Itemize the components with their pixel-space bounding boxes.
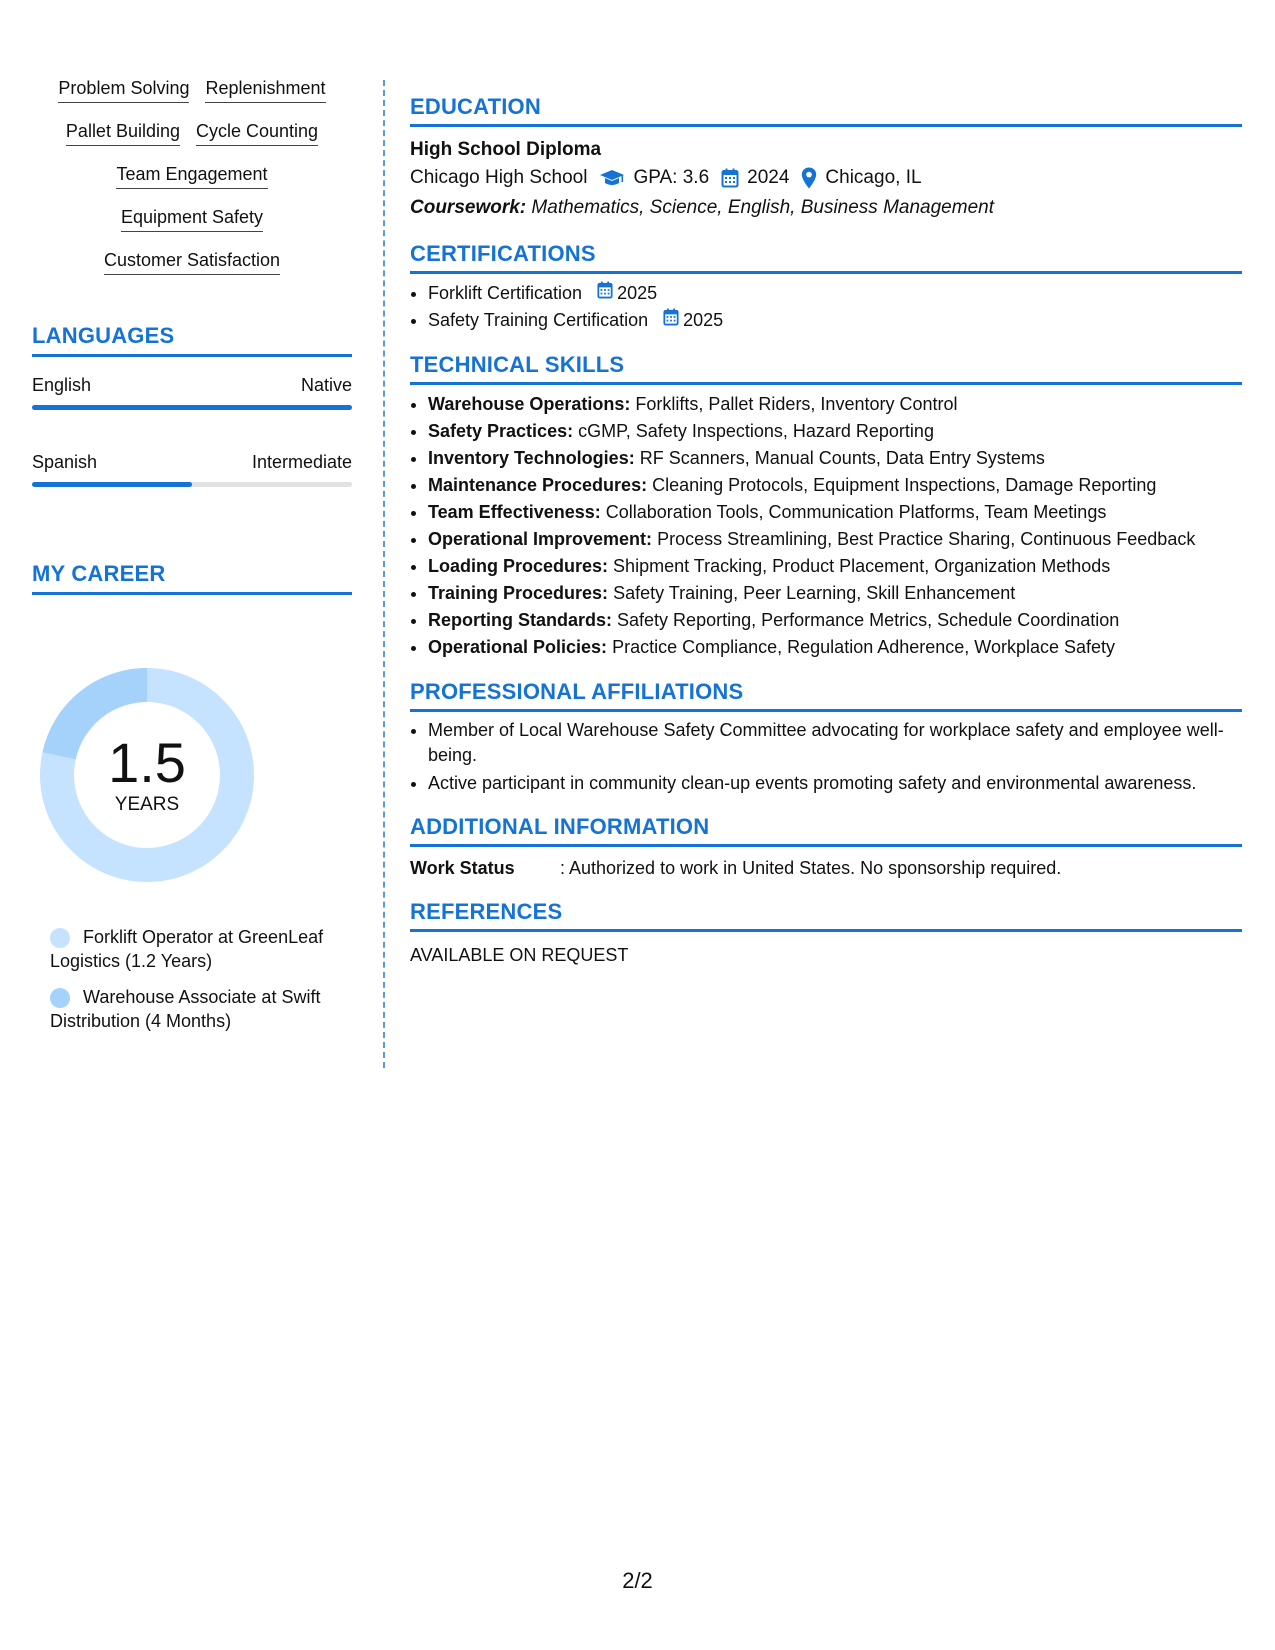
calendar-icon <box>597 280 613 307</box>
skill-tag: Cycle Counting <box>196 119 318 146</box>
work-status-label: Work Status <box>410 858 515 878</box>
career-legend-item <box>50 985 350 1033</box>
affiliation-item: • Member of Local Warehouse Safety Committee advocating for workplace safety and employee well-being. <box>428 718 1242 768</box>
skill-category: Team Effectiveness: <box>428 502 601 522</box>
technical-skill-item <box>428 526 1242 553</box>
certifications-section <box>410 241 1242 334</box>
technical-skill-item <box>428 499 1242 526</box>
references-section <box>410 899 1242 968</box>
technical-skill-item <box>428 553 1242 580</box>
language-item-spanish <box>32 450 352 487</box>
certification-name: Forklift Certification <box>428 283 583 303</box>
skills-list <box>32 76 352 275</box>
education-school: Chicago High School <box>410 167 588 188</box>
donut-center <box>32 660 262 890</box>
skill-category: Loading Procedures: <box>428 556 609 576</box>
skill-category: Training Procedures: <box>428 583 609 603</box>
legend-label: Forklift Operator at GreenLeaf Logistics (1.2 Years) <box>50 927 324 971</box>
technical-skill-item <box>428 391 1242 418</box>
column-divider <box>383 80 385 1068</box>
language-bar-fill <box>32 405 352 410</box>
skill-values: Safety Reporting, Performance Metrics, Schedule Coordination <box>617 610 1120 630</box>
technical-skills-section <box>410 352 1242 661</box>
language-name: English <box>32 375 92 395</box>
language-level: Intermediate <box>251 452 352 472</box>
certification-item <box>428 280 1242 307</box>
graduation-cap-icon <box>599 169 625 187</box>
references-text: AVAILABLE ON REQUEST <box>410 945 629 965</box>
certification-item <box>428 307 1242 334</box>
education-location: Chicago, IL <box>825 167 922 188</box>
legend-dot <box>50 988 70 1008</box>
certification-year: 2025 <box>683 310 724 330</box>
language-level: Native <box>300 375 352 395</box>
education-section <box>410 94 1242 223</box>
skill-values: Safety Training, Peer Learning, Skill Enhancement <box>613 583 1016 603</box>
skill-values: Process Streamlining, Best Practice Sharing, Continuous Feedback <box>657 529 1196 549</box>
education-coursework <box>410 193 1242 223</box>
career-years-unit: YEARS <box>114 794 180 815</box>
language-bar-fill <box>32 482 192 487</box>
skill-category: Inventory Technologies: <box>428 448 635 468</box>
skill-tag: Customer Satisfaction <box>104 248 280 275</box>
affiliations-heading: PROFESSIONAL AFFILIATIONS <box>410 679 1242 712</box>
location-pin-icon <box>801 167 817 189</box>
skill-category: Safety Practices: <box>428 421 574 441</box>
technical-skill-item <box>428 634 1242 661</box>
career-legend <box>50 925 350 1045</box>
coursework-label: Coursework: <box>410 197 527 218</box>
additional-info-heading: ADDITIONAL INFORMATION <box>410 814 1242 847</box>
calendar-icon <box>721 168 739 188</box>
education-degree: High School Diploma <box>410 139 602 160</box>
legend-dot <box>50 928 70 948</box>
calendar-icon <box>663 307 679 334</box>
work-status-value: : Authorized to work in United States. No sponsorship required. <box>560 858 1062 878</box>
skill-category: Reporting Standards: <box>428 610 613 630</box>
technical-skills-heading: TECHNICAL SKILLS <box>410 352 1242 385</box>
skill-category: Warehouse Operations: <box>428 394 631 414</box>
legend-label: Warehouse Associate at Swift Distribution (4 Months) <box>50 987 321 1031</box>
skill-values: cGMP, Safety Inspections, Hazard Reporting <box>578 421 934 441</box>
skills-row <box>121 205 263 232</box>
skills-row <box>66 119 318 146</box>
work-status-row <box>410 855 1242 881</box>
education-year: 2024 <box>747 167 790 188</box>
affiliations-list <box>410 718 1242 796</box>
technical-skill-item <box>428 418 1242 445</box>
technical-skills-list <box>410 391 1242 661</box>
coursework-value: Mathematics, Science, English, Business Management <box>531 197 994 218</box>
skill-values: Practice Compliance, Regulation Adherence, Workplace Safety <box>612 637 1116 657</box>
skills-row <box>104 248 280 275</box>
career-years-value: 1.5 <box>108 731 186 794</box>
language-name: Spanish <box>32 452 98 472</box>
skills-row <box>116 162 267 189</box>
skill-values: RF Scanners, Manual Counts, Data Entry Systems <box>639 448 1045 468</box>
left-column <box>32 76 352 595</box>
certification-date <box>663 307 723 334</box>
skill-values: Cleaning Protocols, Equipment Inspections, Damage Reporting <box>652 475 1157 495</box>
certification-name: Safety Training Certification <box>428 310 649 330</box>
additional-info-section <box>410 814 1242 881</box>
career-donut-chart <box>32 660 262 890</box>
right-column <box>410 94 1242 986</box>
page-number: 2/2 <box>622 1568 653 1593</box>
education-details <box>410 163 1242 193</box>
skill-tag: Equipment Safety <box>121 205 263 232</box>
career-legend-item <box>50 925 350 973</box>
skill-values: Forklifts, Pallet Riders, Inventory Control <box>635 394 958 414</box>
skill-tag: Problem Solving <box>58 76 189 103</box>
skill-values: Shipment Tracking, Product Placement, Organization Methods <box>613 556 1111 576</box>
languages-heading: LANGUAGES <box>32 323 352 357</box>
language-item-english <box>32 373 352 410</box>
skill-tag: Team Engagement <box>116 162 267 189</box>
skill-tag: Replenishment <box>205 76 325 103</box>
technical-skill-item <box>428 607 1242 634</box>
skills-row <box>58 76 325 103</box>
technical-skill-item <box>428 472 1242 499</box>
skill-category: Maintenance Procedures: <box>428 475 648 495</box>
references-heading: REFERENCES <box>410 899 1242 932</box>
skill-values: Collaboration Tools, Communication Platforms, Team Meetings <box>605 502 1107 522</box>
language-bar <box>32 482 352 487</box>
certification-year: 2025 <box>617 283 658 303</box>
education-gpa: GPA: 3.6 <box>633 167 710 188</box>
technical-skill-item <box>428 445 1242 472</box>
affiliation-item: • Active participant in community clean-up events promoting safety and environmental awareness. <box>428 771 1242 796</box>
affiliations-section <box>410 679 1242 796</box>
language-bar <box>32 405 352 410</box>
education-heading: EDUCATION <box>410 94 1242 127</box>
technical-skill-item <box>428 580 1242 607</box>
certifications-heading: CERTIFICATIONS <box>410 241 1242 274</box>
career-heading: MY CAREER <box>32 561 352 595</box>
certification-date <box>597 280 657 307</box>
skill-category: Operational Improvement: <box>428 529 653 549</box>
skill-category: Operational Policies: <box>428 637 608 657</box>
certifications-list <box>410 280 1242 334</box>
skill-tag: Pallet Building <box>66 119 180 146</box>
